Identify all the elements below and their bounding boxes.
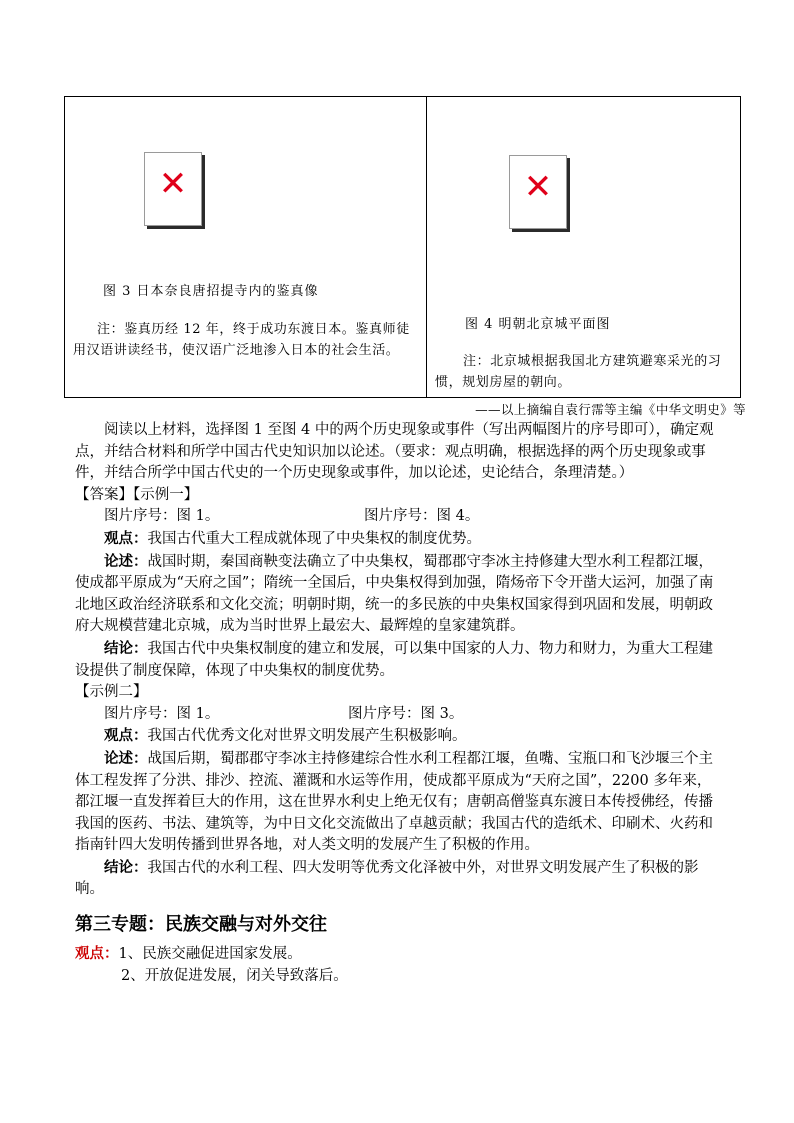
- example1-picture-b: 图片序号：图 4。: [364, 508, 480, 525]
- view-text: 我国古代重大工程成就体现了中央集权的制度优势。: [147, 530, 481, 547]
- example1-picture-a: 图片序号：图 1。: [104, 508, 220, 525]
- example1-view: [75, 528, 725, 551]
- argument-label: 论述：: [104, 552, 148, 570]
- red-x-icon: ✕: [158, 164, 188, 204]
- section3-point-1: [75, 943, 725, 966]
- conclusion-text: 我国古代中央集权制度的建立和发展，可以集中国家的人力、物力和财力，为重大工程建设提供了制度保障，体现了中央集权的制度优势。: [75, 640, 713, 679]
- source-attribution: ——以上摘编自袁行霈等主编《中华文明史》等: [475, 402, 746, 417]
- figure-4-cell: [427, 97, 740, 397]
- argument-label: 论述：: [104, 749, 148, 767]
- example1-conclusion: [75, 638, 725, 682]
- answer-header: 【答案】【示例一】: [75, 486, 199, 503]
- example2-picture-b: 图片序号：图 3。: [348, 705, 464, 722]
- figure-3-cell: [65, 97, 426, 397]
- example2-header: 【示例二】: [75, 684, 148, 701]
- broken-image-icon: [509, 155, 567, 229]
- example1-argument: [75, 551, 725, 638]
- conclusion-text: 我国古代的水利工程、四大发明等优秀文化泽被中外，对世界文明发展产生了积极的影响。: [75, 859, 699, 898]
- view-text: 我国古代优秀文化对世界文明发展产生积极影响。: [147, 728, 467, 745]
- conclusion-label: 结论：: [104, 858, 148, 876]
- section3-view-label: 观点：: [75, 945, 119, 963]
- example2-picture-row: [75, 704, 725, 726]
- broken-image-icon: [144, 152, 202, 226]
- document-body: [75, 420, 725, 987]
- example2-conclusion: [75, 857, 725, 901]
- example1-picture-row: [75, 506, 725, 528]
- figure-table: [64, 96, 741, 398]
- argument-text: 战国时期，秦国商鞅变法确立了中央集权，蜀郡郡守李冰主持修建大型水利工程都江堰，使成都平原成为“天府之国”；隋统一全国后，中央集权得到加强，隋炀帝下令开凿大运河，加强了南北地区政治经济联系和文化交流；明朝时期，统一的多民族的中央集权国家得到巩固和发展，明朝政府大规模营建北京城，成为当时世界上最宏大、最辉煌的皇家建筑群。: [75, 553, 714, 635]
- example2-picture-a: 图片序号：图 1。: [104, 705, 220, 722]
- view-label: 观点：: [104, 727, 148, 745]
- conclusion-label: 结论：: [104, 639, 148, 657]
- section3-point-2: 2、开放促进发展，闭关导致落后。: [121, 967, 348, 984]
- red-x-icon: ✕: [523, 167, 553, 207]
- figure-4-note: 注：北京城根据我国北方建筑避寒采光的习惯，规划房屋的朝向。: [435, 354, 722, 390]
- section3-title: 第三专题：民族交融与对外交往: [75, 914, 327, 936]
- figure-4-caption: 图 4 明朝北京城平面图: [465, 317, 611, 332]
- point-1-text: 1、民族交融促进国家发展。: [118, 946, 302, 963]
- view-label: 观点：: [104, 529, 148, 547]
- question-text: 阅读以上材料，选择图 1 至图 4 中的两个历史现象或事件（写出两幅图片的序号即可），确定观点，并结合材料和所学中国古代史知识加以论述。（要求：观点明确，根据选择的两个历史现象或事件，并结合所学中国古代史的一个历史现象或事件，加以论述，史论结合，条理清楚。）: [75, 422, 714, 482]
- example2-view: [75, 725, 725, 748]
- example2-argument: [75, 748, 725, 857]
- argument-text: 战国后期，蜀郡郡守李冰主持修建综合性水利工程都江堰，鱼嘴、宝瓶口和飞沙堰三个主体工程发挥了分洪、排沙、控流、灌溉和水运等作用，使成都平原成为“天府之国”，2200 多年来，都江堰一直发挥着巨大的作用，这在世界水利史上绝无仅有；唐朝高僧鉴真东渡日本传授佛经，传播我国的医药、书法、建筑等，为中日文化交流做出了卓越贡献；我国古代的造纸术、印刷术、火药和指南针四大发明传播到世界各地，对人类文明的发展产生了积极的作用。: [75, 750, 713, 854]
- figure-3-note: 注：鉴真历经 12 年，终于成功东渡日本。鉴真师徒用汉语讲读经书，使汉语广泛地渗入日本的社会生活。: [73, 322, 410, 358]
- figure-3-caption: 图 3 日本奈良唐招提寺内的鉴真像: [103, 284, 319, 299]
